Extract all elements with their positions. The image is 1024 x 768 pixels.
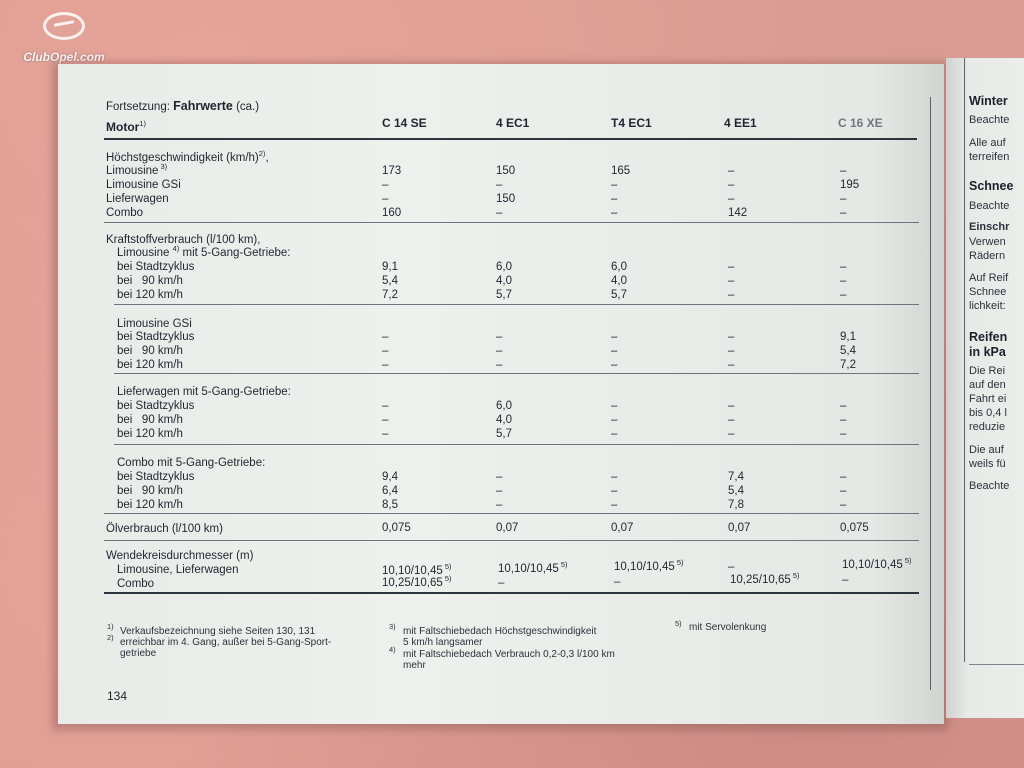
speed-cell: 173: [382, 165, 402, 177]
table-bottom-rule: [104, 592, 919, 594]
fuel-lief-cell: –: [728, 400, 735, 412]
caption-suffix: (ca.): [232, 101, 260, 113]
fuel-lief-cell: –: [611, 428, 618, 440]
fuel-combo-cell: –: [496, 499, 503, 511]
oil-cell: 0,075: [840, 522, 869, 534]
fuel-gsi-cell: –: [382, 359, 389, 371]
fuel-gsi-cell: 9,1: [840, 331, 856, 343]
page-border: [930, 97, 931, 690]
speed-row-label: Lieferwagen: [106, 193, 169, 205]
col-header-4ee1: 4 EE1: [724, 116, 757, 130]
speed-cell: –: [611, 179, 618, 191]
footnote-5-marker: 5): [675, 619, 682, 628]
fuel-gsi-cell: –: [382, 331, 389, 343]
speed-cell: –: [611, 193, 618, 205]
col-header-4ec1: 4 EC1: [496, 116, 530, 130]
speed-cell: 165: [611, 165, 631, 177]
col-header-c14se: C 14 SE: [382, 116, 427, 130]
speed-cell: –: [496, 207, 503, 219]
oil-label: Ölverbrauch (l/100 km): [106, 523, 223, 535]
fuel-gsi-cell: –: [611, 359, 618, 371]
fuel-limo-row-label: bei Stadtzyklus: [117, 261, 195, 273]
fuel-lief-cell: –: [611, 400, 618, 412]
rp-text: Schnee: [969, 286, 1007, 298]
col-header-motor: Motor$^{1)}$: [106, 119, 146, 134]
fuel-gsi-cell: –: [611, 345, 618, 357]
speed-cell: 195: [840, 179, 860, 191]
rp-text: Alle auf: [969, 137, 1006, 149]
manual-page-right: [946, 58, 1024, 718]
fuel-combo-cell: 6,4: [382, 485, 398, 497]
rp-text: lichkeit:: [969, 300, 1006, 312]
speed-cell: –: [728, 193, 735, 205]
fuel-gsi-head: Limousine GSi: [117, 318, 192, 330]
fuel-lief-cell: 5,7: [496, 428, 512, 440]
rp-text: reduzie: [969, 421, 1006, 433]
turn-row2-label: Combo: [117, 578, 155, 590]
fuel-gsi-cell: –: [728, 359, 735, 371]
fuel-limo-cell: –: [728, 275, 735, 287]
turn-row2-cell: –: [842, 574, 849, 586]
fuel-limo-cell: –: [728, 289, 735, 301]
turn-row1-cell: –: [728, 561, 735, 573]
clubopel-watermark: [14, 10, 114, 62]
rp-text: Die auf: [969, 444, 1004, 456]
fuel-lief-cell: –: [840, 428, 847, 440]
fuel-lief-cell: –: [382, 414, 389, 426]
turn-row1-cell: 10,10/10,45 $^{5)}$: [498, 560, 568, 575]
fuel-gsi-row-label: bei 120 km/h: [117, 359, 183, 371]
fuel-limo-cell: 7,2: [382, 289, 398, 301]
fuel-gsi-row-label: bei Stadtzyklus: [117, 331, 195, 343]
footnote-3-marker: 3): [389, 622, 396, 631]
fuel-combo-cell: –: [840, 485, 847, 497]
fuel-limo-row-label: bei 120 km/h: [117, 289, 183, 301]
footnote-2: erreichbar im 4. Gang, außer bei 5-Gang-Sport-: [120, 637, 332, 648]
oil-cell: 0,07: [496, 522, 519, 534]
fuel-combo-cell: 7,4: [728, 471, 744, 483]
fuel-combo-cell: 8,5: [382, 499, 398, 511]
rp-text: bis 0,4 l: [969, 407, 1007, 419]
fuel-lief-row-label: bei 120 km/h: [117, 428, 183, 440]
fuel-limo-cell: 4,0: [496, 275, 512, 287]
table-caption: [106, 100, 259, 114]
speed-cell: –: [728, 179, 735, 191]
turn-row2-cell: –: [498, 577, 505, 589]
rp-text: Fahrt ei: [969, 393, 1007, 405]
caption-title: Fahrwerte: [173, 99, 233, 113]
fuel-limo-cell: –: [840, 261, 847, 273]
fuel-combo-cell: –: [611, 499, 618, 511]
rp-heading-schnee: Schnee: [969, 179, 1014, 193]
fuel-limo-head: Limousine $^{4)}$ mit 5-Gang-Getriebe:: [117, 244, 291, 259]
rp-heading-reifen: Reifen: [969, 330, 1008, 344]
rp-text: weils fü: [969, 458, 1006, 470]
rp-text: Beachte: [969, 200, 1010, 212]
fuel-gsi-cell: –: [496, 359, 503, 371]
fuel-gsi-cell: –: [728, 331, 735, 343]
fuel-title: Kraftstoffverbrauch (l/100 km),: [106, 234, 261, 246]
fuel-lief-cell: –: [840, 414, 847, 426]
col-header-c16xe: C 16 XE: [838, 116, 883, 130]
turn-row1-cell: 10,10/10,45 $^{5)}$: [842, 556, 912, 571]
speed-row-label: Limousine GSi: [106, 179, 181, 191]
rp-heading-winter: Winter: [969, 94, 1008, 108]
header-rule: [104, 138, 917, 140]
rp-text: Rädern: [969, 250, 1006, 262]
fuel-gsi-cell: 5,4: [840, 345, 856, 357]
speed-cell: –: [382, 193, 389, 205]
fuel-combo-cell: –: [840, 471, 847, 483]
fuel-lief-cell: 4,0: [496, 414, 512, 426]
fuel-lief-cell: –: [728, 428, 735, 440]
speed-cell: –: [840, 207, 847, 219]
fuel-limo-cell: 5,4: [382, 275, 398, 287]
fuel-gsi-cell: 7,2: [840, 359, 856, 371]
speed-cell: 150: [496, 165, 516, 177]
footnote-3-cont: 5 km/h langsamer: [403, 637, 483, 648]
turn-row1-cell: 10,10/10,45 $^{5)}$: [614, 558, 684, 573]
fuel-lief-cell: –: [728, 414, 735, 426]
speed-row-label: Combo: [106, 207, 144, 219]
fuel-gsi-cell: –: [496, 331, 503, 343]
speed-cell: –: [728, 165, 735, 177]
fuel-limo-cell: 5,7: [611, 289, 627, 301]
rp-heading-kpa: in kPa: [969, 345, 1006, 359]
page-number: 134: [107, 689, 128, 703]
turn-title: Wendekreisdurchmesser (m): [106, 550, 254, 562]
fuel-gsi-cell: –: [382, 345, 389, 357]
fuel-limo-cell: 6,0: [611, 261, 627, 273]
turn-row1-label: Limousine, Lieferwagen: [117, 564, 239, 576]
fuel-combo-cell: 7,8: [728, 499, 744, 511]
opel-logo-icon: [43, 12, 85, 40]
speed-cell: –: [382, 179, 389, 191]
fuel-combo-cell: –: [496, 485, 503, 497]
fuel-combo-cell: –: [611, 471, 618, 483]
turn-row1-cell: 10,10/10,45 $^{5)}$: [382, 562, 452, 577]
fuel-gsi-cell: –: [728, 345, 735, 357]
fuel-lief-cell: –: [382, 400, 389, 412]
speed-cell: 150: [496, 193, 516, 205]
rp-text: auf den: [969, 379, 1006, 391]
fuel-combo-cell: –: [840, 499, 847, 511]
fuel-gsi-cell: –: [611, 331, 618, 343]
fuel-lief-cell: –: [611, 414, 618, 426]
rp-text: Beachte: [969, 480, 1010, 492]
speed-row-label: Limousine $^{3)}$: [106, 162, 168, 177]
fuel-lief-cell: 6,0: [496, 400, 512, 412]
fuel-combo-cell: 9,4: [382, 471, 398, 483]
footnote-1: Verkaufsbezeichnung siehe Seiten 130, 131: [120, 626, 316, 637]
turn-row2-cell: 10,25/10,65 $^{5)}$: [730, 571, 800, 586]
speed-cell: –: [496, 179, 503, 191]
footnote-5: mit Servolenkung: [689, 622, 767, 633]
fuel-combo-cell: –: [611, 485, 618, 497]
fuel-lief-cell: –: [382, 428, 389, 440]
fuel-combo-cell: 5,4: [728, 485, 744, 497]
fuel-limo-cell: –: [840, 289, 847, 301]
footnote-1-marker: 1): [107, 622, 114, 631]
footnote-3: mit Faltschiebedach Höchstgeschwindigkeit: [403, 626, 597, 637]
speed-cell: 160: [382, 207, 402, 219]
oil-cell: 0,075: [382, 522, 411, 534]
speed-title: Höchstgeschwindigkeit $(km/h)^{2)}$,: [106, 149, 269, 164]
fuel-limo-cell: 4,0: [611, 275, 627, 287]
oil-cell: 0,07: [611, 522, 634, 534]
fuel-limo-cell: –: [728, 261, 735, 273]
fuel-combo-row-label: bei 120 km/h: [117, 499, 183, 511]
rp-text: Beachte: [969, 114, 1010, 126]
fuel-combo-head: Combo mit 5-Gang-Getriebe:: [117, 457, 266, 469]
fuel-lief-cell: –: [840, 400, 847, 412]
fuel-limo-cell: 5,7: [496, 289, 512, 301]
fuel-lief-row-label: bei Stadtzyklus: [117, 400, 195, 412]
fuel-combo-cell: –: [496, 471, 503, 483]
rp-text: Auf Reif: [969, 272, 1009, 284]
fuel-limo-cell: –: [840, 275, 847, 287]
fuel-gsi-cell: –: [496, 345, 503, 357]
rp-text: Die Rei: [969, 365, 1006, 377]
footnote-4-marker: 4): [389, 645, 396, 654]
watermark-text: ClubOpel.com: [23, 50, 105, 64]
col-header-t4ec1: T4 EC1: [611, 116, 652, 130]
footnote-2-cont: getriebe: [120, 648, 157, 659]
oil-cell: 0,07: [728, 522, 751, 534]
speed-cell: –: [611, 207, 618, 219]
fuel-lief-row-label: bei 90 km/h: [117, 414, 183, 426]
fuel-gsi-row-label: bei 90 km/h: [117, 345, 183, 357]
speed-cell: 142: [728, 207, 748, 219]
fuel-lief-head: Lieferwagen mit 5-Gang-Getriebe:: [117, 386, 291, 398]
fuel-limo-cell: 6,0: [496, 261, 512, 273]
footnote-2-marker: 2): [107, 633, 114, 642]
turn-row2-cell: 10,25/10,65 $^{5)}$: [382, 574, 452, 589]
caption-prefix: Fortsetzung:: [106, 101, 174, 113]
rp-subheading: Einschr: [969, 221, 1010, 233]
speed-cell: –: [840, 193, 847, 205]
turn-row2-cell: –: [614, 576, 621, 588]
speed-cell: –: [840, 165, 847, 177]
fuel-limo-row-label: bei 90 km/h: [117, 275, 183, 287]
fuel-combo-row-label: bei Stadtzyklus: [117, 471, 195, 483]
rp-text: terreifen: [969, 151, 1010, 163]
footnote-4: mit Faltschiebedach Verbrauch 0,2-0,3 l/100 km: [403, 649, 615, 660]
rp-text: Verwen: [969, 236, 1006, 248]
footnote-4-cont: mehr: [403, 660, 426, 671]
fuel-limo-cell: 9,1: [382, 261, 398, 273]
fuel-combo-row-label: bei 90 km/h: [117, 485, 183, 497]
